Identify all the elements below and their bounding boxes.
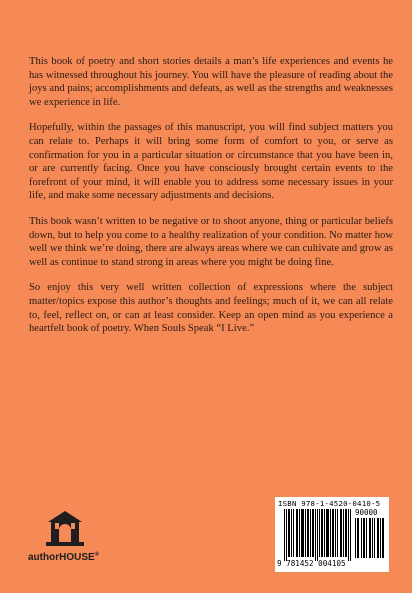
blurb-paragraph-2: Hopefully, within the passages of this manuscript, you will find subject matters you can relate to. Perhaps it will bring some form of comfort to you, or serve as confirmation for you in a particular situation or circumstance that you have been in, or are currently facing. Once you have consciously brought certain events to the forefront of your mind, it will enable you to address some necessary issues in your life, and make some necessary adjustments and decisions. bbox=[29, 122, 393, 202]
addon-barcode-bars bbox=[355, 518, 385, 558]
isbn-label: ISBN 978-1-4520-0410-5 bbox=[278, 499, 381, 508]
cover-blurb bbox=[29, 55, 393, 348]
publisher-name bbox=[28, 552, 118, 563]
ean-barcode-bars bbox=[284, 509, 352, 561]
publisher-name-text: authorHOUSE bbox=[28, 552, 95, 563]
blurb-paragraph-4: So enjoy this very well written collection of expressions where the subject matter/topics expose this author’s thoughts and feelings; much of it, we can all relate to, feel, reflect on, or can at least consider. Keep an open mind as you experience a heartfelt book of poetry. When Souls Speak “I Live.” bbox=[29, 282, 393, 335]
isbn-barcode bbox=[275, 497, 389, 572]
ean-digits: 9 781452 004105 bbox=[277, 559, 346, 568]
addon-digits: 90000 bbox=[355, 508, 378, 517]
blurb-paragraph-1: This book of poetry and short stories details a man’s life experiences and events he has witnessed throughout his journey. You will have the pleasure of reading about the joys and pains; accomplishments and defeats, as well as the strengths and weaknesses we experience in life. bbox=[29, 56, 393, 108]
authorhouse-logo-icon bbox=[44, 508, 86, 548]
blurb-paragraph-3: This book wasn’t written to be negative or to shoot anyone, thing or particular beliefs down, but to help you come to a healthy realization of your condition. No matter how well we think we’re doing, there are always areas where we can cultivate and grow as well as continue to stand strong in areas where you might be doing fine. bbox=[29, 215, 393, 268]
registered-mark: ® bbox=[94, 552, 100, 558]
publisher-logo bbox=[28, 508, 108, 568]
